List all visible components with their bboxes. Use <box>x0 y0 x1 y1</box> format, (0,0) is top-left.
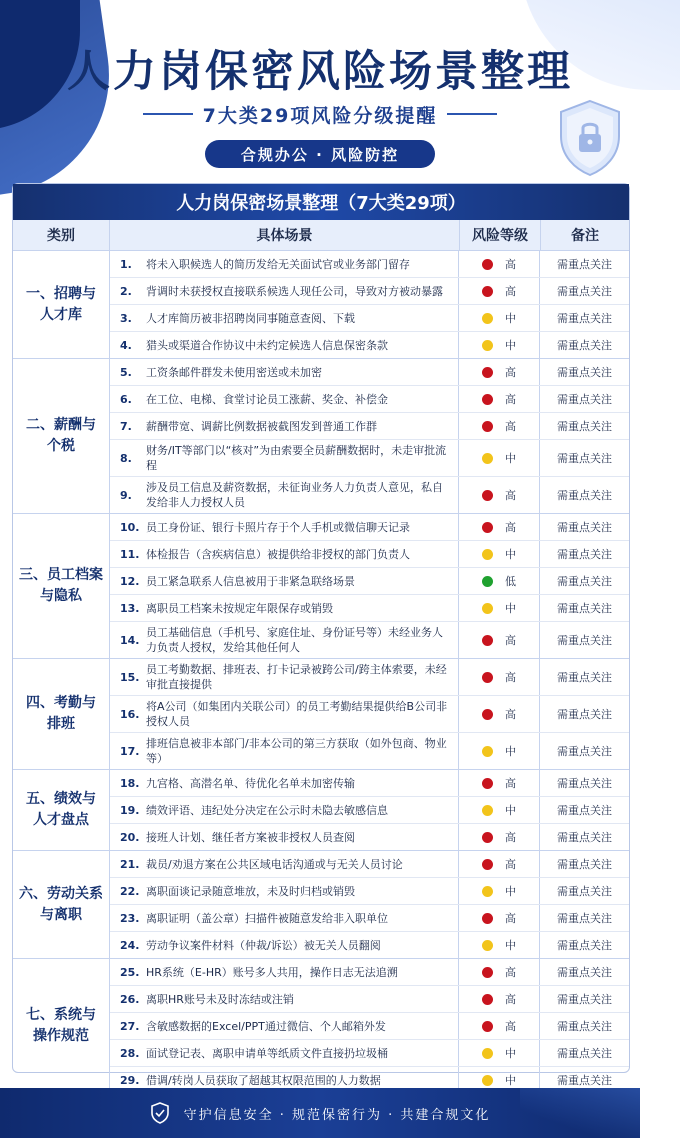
risk-cell <box>459 1013 540 1039</box>
table-header <box>13 220 629 251</box>
item-number: 3. <box>120 311 132 325</box>
scene-text: 员工紧急联系人信息被用于非紧急联络场景 <box>146 574 355 588</box>
risk-dot-icon <box>482 805 493 816</box>
item-number: 13. <box>120 601 140 615</box>
footer-slogan: 守护信息安全 · 规范保密行为 · 共建合规文化 <box>183 1107 491 1123</box>
column-header-category: 类别 <box>13 220 110 250</box>
note-cell: 需重点关注 <box>557 708 612 721</box>
note-cell: 需重点关注 <box>557 258 612 271</box>
scene-text: 将未入职候选人的简历发给无关面试官或业务部门留存 <box>146 257 410 271</box>
category-label: 一、招聘与 人才库 <box>13 251 110 358</box>
scene-text: 借调/转岗人员获取了超越其权限范围的人力数据 <box>146 1073 381 1087</box>
table-row <box>110 440 629 477</box>
scene-text: 离职证明（盖公章）扫描件被随意发给非入职单位 <box>146 911 388 925</box>
scene-text: 背调时未获授权直接联系候选人现任公司，导致对方被动暴露 <box>146 284 443 298</box>
scene-cell <box>110 622 459 658</box>
risk-dot-icon <box>482 421 493 432</box>
item-number: 4. <box>120 338 132 352</box>
item-number: 15. <box>120 670 140 684</box>
scene-text: 员工考勤数据、排班表、打卡记录被跨公司/跨主体索要，未经审批直接提供 <box>146 663 447 691</box>
risk-dot-icon <box>482 603 493 614</box>
note-cell: 需重点关注 <box>557 831 612 844</box>
table-title: 人力岗保密场景整理（7大类29项） <box>13 184 629 220</box>
risk-dot-icon <box>482 886 493 897</box>
note-cell: 需重点关注 <box>557 885 612 898</box>
scene-cell <box>110 696 459 732</box>
table-row <box>110 770 629 797</box>
note-cell: 需重点关注 <box>557 804 612 817</box>
risk-dot-icon <box>482 778 493 789</box>
risk-level: 高 <box>505 708 516 721</box>
risk-cell <box>459 696 540 732</box>
scene-cell <box>110 851 459 877</box>
item-number: 29. <box>120 1073 140 1087</box>
category-label: 四、考勤与 排班 <box>13 659 110 769</box>
risk-dot-icon <box>482 1075 493 1086</box>
scene-cell <box>110 568 459 594</box>
note-cell: 需重点关注 <box>557 420 612 433</box>
footer-decoration <box>520 1088 640 1138</box>
item-number: 16. <box>120 707 140 721</box>
scene-text: 工资条邮件群发未使用密送或未加密 <box>146 365 322 379</box>
risk-dot-icon <box>482 576 493 587</box>
table-row <box>110 568 629 595</box>
scene-text: 排班信息被非本部门/非本公司的第三方获取（如外包商、物业等） <box>146 737 447 765</box>
risk-cell <box>459 824 540 850</box>
category-group <box>13 851 629 959</box>
item-number: 1. <box>120 257 132 271</box>
scene-cell <box>110 797 459 823</box>
table-row <box>110 278 629 305</box>
scene-text: 裁员/劝退方案在公共区域电话沟通或与无关人员讨论 <box>146 857 403 871</box>
scene-cell <box>110 477 459 513</box>
risk-level: 中 <box>505 745 516 758</box>
table-row <box>110 541 629 568</box>
table-row <box>110 305 629 332</box>
risk-dot-icon <box>482 394 493 405</box>
table-row <box>110 659 629 696</box>
note-cell: 需重点关注 <box>557 939 612 952</box>
footer-banner <box>0 1088 640 1138</box>
risk-cell <box>459 332 540 358</box>
table-row <box>110 932 629 958</box>
scene-cell <box>110 905 459 931</box>
note-cell: 需重点关注 <box>557 452 612 465</box>
risk-cell <box>459 359 540 385</box>
item-number: 24. <box>120 938 140 952</box>
risk-cell <box>459 305 540 331</box>
shield-check-icon <box>150 1102 170 1124</box>
risk-cell <box>459 905 540 931</box>
risk-level: 高 <box>505 831 516 844</box>
scene-cell <box>110 959 459 985</box>
category-label: 七、系统与 操作规范 <box>13 959 110 1093</box>
scene-text: 涉及员工信息及薪资数据，未征询业务人力负责人意见，私自发给非人力授权人员 <box>146 481 443 509</box>
risk-level: 中 <box>505 1047 516 1060</box>
scene-text: HR系统（E-HR）账号多人共用，操作日志无法追溯 <box>146 965 398 979</box>
risk-level: 高 <box>505 393 516 406</box>
note-cell: 需重点关注 <box>557 575 612 588</box>
risk-level: 高 <box>505 258 516 271</box>
risk-dot-icon <box>482 1048 493 1059</box>
scene-cell <box>110 251 459 277</box>
risk-cell <box>459 797 540 823</box>
risk-cell <box>459 986 540 1012</box>
risk-cell <box>459 477 540 513</box>
table-row <box>110 1040 629 1067</box>
table-row <box>110 878 629 905</box>
table-row <box>110 824 629 850</box>
note-cell: 需重点关注 <box>557 339 612 352</box>
risk-level: 中 <box>505 885 516 898</box>
table-row <box>110 696 629 733</box>
item-number: 27. <box>120 1019 140 1033</box>
item-number: 25. <box>120 965 140 979</box>
scene-cell <box>110 770 459 796</box>
risk-cell <box>459 514 540 540</box>
category-group <box>13 514 629 659</box>
scene-cell <box>110 278 459 304</box>
note-cell: 需重点关注 <box>557 1074 612 1087</box>
category-label: 五、绩效与 人才盘点 <box>13 770 110 850</box>
risk-level: 中 <box>505 339 516 352</box>
risk-level: 中 <box>505 939 516 952</box>
note-cell: 需重点关注 <box>557 777 612 790</box>
note-cell: 需重点关注 <box>557 858 612 871</box>
scene-cell <box>110 1013 459 1039</box>
note-cell: 需重点关注 <box>557 285 612 298</box>
table-row <box>110 332 629 358</box>
risk-cell <box>459 1040 540 1066</box>
risk-level: 高 <box>505 489 516 502</box>
scene-cell <box>110 595 459 621</box>
table-row <box>110 1013 629 1040</box>
item-number: 22. <box>120 884 140 898</box>
note-cell: 需重点关注 <box>557 634 612 647</box>
scene-cell <box>110 359 459 385</box>
table-row <box>110 851 629 878</box>
risk-level: 中 <box>505 452 516 465</box>
note-cell: 需重点关注 <box>557 366 612 379</box>
scene-cell <box>110 659 459 695</box>
column-header-risk-level: 风险等级 <box>460 220 541 250</box>
scene-text: 接班人计划、继任者方案被非授权人员查阅 <box>146 830 355 844</box>
risk-dot-icon <box>482 453 493 464</box>
risk-level: 高 <box>505 966 516 979</box>
risk-cell <box>459 659 540 695</box>
category-group <box>13 359 629 514</box>
page-title: 人力岗保密风险场景整理 <box>67 47 573 97</box>
risk-dot-icon <box>482 259 493 270</box>
scene-text: 薪酬带宽、调薪比例数据被截图发到普通工作群 <box>146 419 377 433</box>
scene-text: 人才库简历被非招聘岗同事随意查阅、下载 <box>146 311 355 325</box>
table-row <box>110 251 629 278</box>
risk-level: 中 <box>505 804 516 817</box>
item-number: 17. <box>120 744 140 758</box>
risk-dot-icon <box>482 672 493 683</box>
risk-cell <box>459 278 540 304</box>
page-subtitle: 7大类29项风险分级提醒 <box>202 104 438 127</box>
risk-dot-icon <box>482 746 493 757</box>
table-row <box>110 386 629 413</box>
scene-text: 员工身份证、银行卡照片存于个人手机或微信聊天记录 <box>146 520 410 534</box>
item-number: 23. <box>120 911 140 925</box>
scene-cell <box>110 541 459 567</box>
risk-dot-icon <box>482 967 493 978</box>
risk-cell <box>459 413 540 439</box>
scene-cell <box>110 824 459 850</box>
item-number: 26. <box>120 992 140 1006</box>
risk-cell <box>459 440 540 476</box>
note-cell: 需重点关注 <box>557 993 612 1006</box>
risk-dot-icon <box>482 286 493 297</box>
risk-level: 中 <box>505 548 516 561</box>
risk-cell <box>459 959 540 985</box>
table-row <box>110 413 629 440</box>
scene-cell <box>110 413 459 439</box>
table-row <box>110 986 629 1013</box>
scene-cell <box>110 305 459 331</box>
item-number: 19. <box>120 803 140 817</box>
item-number: 2. <box>120 284 132 298</box>
scene-cell <box>110 986 459 1012</box>
scene-text: 离职HR账号未及时冻结或注销 <box>146 992 294 1006</box>
risk-cell <box>459 851 540 877</box>
item-number: 18. <box>120 776 140 790</box>
note-cell: 需重点关注 <box>557 489 612 502</box>
category-label: 二、薪酬与 个税 <box>13 359 110 513</box>
risk-dot-icon <box>482 913 493 924</box>
scene-text: 猎头或渠道合作协议中未约定候选人信息保密条款 <box>146 338 388 352</box>
table-row <box>110 905 629 932</box>
note-cell: 需重点关注 <box>557 548 612 561</box>
scene-text: 体检报告（含疾病信息）被提供给非授权的部门负责人 <box>146 547 410 561</box>
risk-level: 高 <box>505 634 516 647</box>
risk-dot-icon <box>482 1021 493 1032</box>
risk-cell <box>459 386 540 412</box>
risk-level: 高 <box>505 1020 516 1033</box>
risk-cell <box>459 251 540 277</box>
risk-level: 高 <box>505 912 516 925</box>
category-label: 六、劳动关系 与离职 <box>13 851 110 958</box>
item-number: 5. <box>120 365 132 379</box>
risk-dot-icon <box>482 367 493 378</box>
item-number: 14. <box>120 633 140 647</box>
item-number: 9. <box>120 488 132 502</box>
tagline-badge: 合规办公 · 风险防控 <box>205 140 435 168</box>
scene-cell <box>110 1040 459 1066</box>
risk-level: 高 <box>505 366 516 379</box>
category-group <box>13 251 629 359</box>
risk-level: 中 <box>505 312 516 325</box>
risk-dot-icon <box>482 940 493 951</box>
note-cell: 需重点关注 <box>557 745 612 758</box>
note-cell: 需重点关注 <box>557 312 612 325</box>
table-row <box>110 514 629 541</box>
scene-cell <box>110 440 459 476</box>
note-cell: 需重点关注 <box>557 1047 612 1060</box>
risk-cell <box>459 568 540 594</box>
item-number: 6. <box>120 392 132 406</box>
table-row <box>110 359 629 386</box>
scene-text: 面试登记表、离职申请单等纸质文件直接扔垃圾桶 <box>146 1046 388 1060</box>
note-cell: 需重点关注 <box>557 966 612 979</box>
risk-level: 中 <box>505 602 516 615</box>
table-body <box>13 251 629 1093</box>
risk-dot-icon <box>482 635 493 646</box>
table-row <box>110 595 629 622</box>
scene-cell <box>110 878 459 904</box>
risk-dot-icon <box>482 340 493 351</box>
item-number: 20. <box>120 830 140 844</box>
risk-dot-icon <box>482 994 493 1005</box>
risk-level: 高 <box>505 858 516 871</box>
table-row <box>110 477 629 513</box>
category-group <box>13 959 629 1093</box>
scene-text: 财务/IT等部门以“核对”为由索要全员薪酬数据时，未走审批流程 <box>146 444 447 472</box>
scene-text: 离职员工档案未按规定年限保存或销毁 <box>146 601 333 615</box>
item-number: 12. <box>120 574 140 588</box>
scene-text: 离职面谈记录随意堆放，未及时归档或销毁 <box>146 884 355 898</box>
scene-text: 劳动争议案件材料（仲裁/诉讼）被无关人员翻阅 <box>146 938 381 952</box>
column-header-scene: 具体场景 <box>110 220 460 250</box>
note-cell: 需重点关注 <box>557 912 612 925</box>
table-row <box>110 622 629 658</box>
scene-cell <box>110 514 459 540</box>
table-row <box>110 959 629 986</box>
item-number: 7. <box>120 419 132 433</box>
risk-dot-icon <box>482 549 493 560</box>
scene-cell <box>110 733 459 769</box>
item-number: 8. <box>120 451 132 465</box>
risk-dot-icon <box>482 859 493 870</box>
category-group <box>13 770 629 851</box>
risk-level: 高 <box>505 285 516 298</box>
table-row <box>110 797 629 824</box>
scene-text: 在工位、电梯、食堂讨论员工涨薪、奖金、补偿金 <box>146 392 388 406</box>
scene-cell <box>110 932 459 958</box>
note-cell: 需重点关注 <box>557 393 612 406</box>
risk-level: 高 <box>505 420 516 433</box>
subtitle-row <box>0 100 640 128</box>
risk-dot-icon <box>482 709 493 720</box>
note-cell: 需重点关注 <box>557 521 612 534</box>
note-cell: 需重点关注 <box>557 602 612 615</box>
risk-level: 高 <box>505 777 516 790</box>
risk-level: 中 <box>505 1074 516 1087</box>
category-group <box>13 659 629 770</box>
note-cell: 需重点关注 <box>557 1020 612 1033</box>
risk-dot-icon <box>482 313 493 324</box>
risk-dot-icon <box>482 832 493 843</box>
column-header-note: 备注 <box>571 228 599 244</box>
shield-lock-icon <box>555 98 625 178</box>
item-number: 21. <box>120 857 140 871</box>
scene-text: 将A公司（如集团内关联公司）的员工考勤结果提供给B公司非授权人员 <box>146 700 448 728</box>
scene-text: 含敏感数据的Excel/PPT通过微信、个人邮箱外发 <box>146 1019 386 1033</box>
risk-cell <box>459 622 540 658</box>
risk-cell <box>459 878 540 904</box>
note-cell: 需重点关注 <box>557 671 612 684</box>
item-number: 10. <box>120 520 140 534</box>
item-number: 11. <box>120 547 140 561</box>
risk-cell <box>459 733 540 769</box>
table-row <box>110 733 629 769</box>
scene-cell <box>110 332 459 358</box>
risk-dot-icon <box>482 490 493 501</box>
subtitle-divider-right <box>447 113 497 115</box>
risk-dot-icon <box>482 522 493 533</box>
risk-level: 高 <box>505 671 516 684</box>
risk-cell <box>459 541 540 567</box>
scene-cell <box>110 386 459 412</box>
scene-text: 九宫格、高潜名单、待优化名单未加密传输 <box>146 776 355 790</box>
item-number: 28. <box>120 1046 140 1060</box>
scene-text: 绩效评语、违纪处分决定在公示时未隐去敏感信息 <box>146 803 388 817</box>
risk-cell <box>459 770 540 796</box>
risk-level: 高 <box>505 521 516 534</box>
scene-text: 员工基础信息（手机号、家庭住址、身份证号等）未经业务人力负责人授权，发给其他任何人 <box>146 626 443 654</box>
risk-level: 高 <box>505 993 516 1006</box>
risk-table <box>12 183 630 1087</box>
category-label: 三、员工档案 与隐私 <box>13 514 110 658</box>
risk-level: 低 <box>505 575 516 588</box>
subtitle-divider-left <box>143 113 193 115</box>
risk-cell <box>459 595 540 621</box>
risk-cell <box>459 932 540 958</box>
